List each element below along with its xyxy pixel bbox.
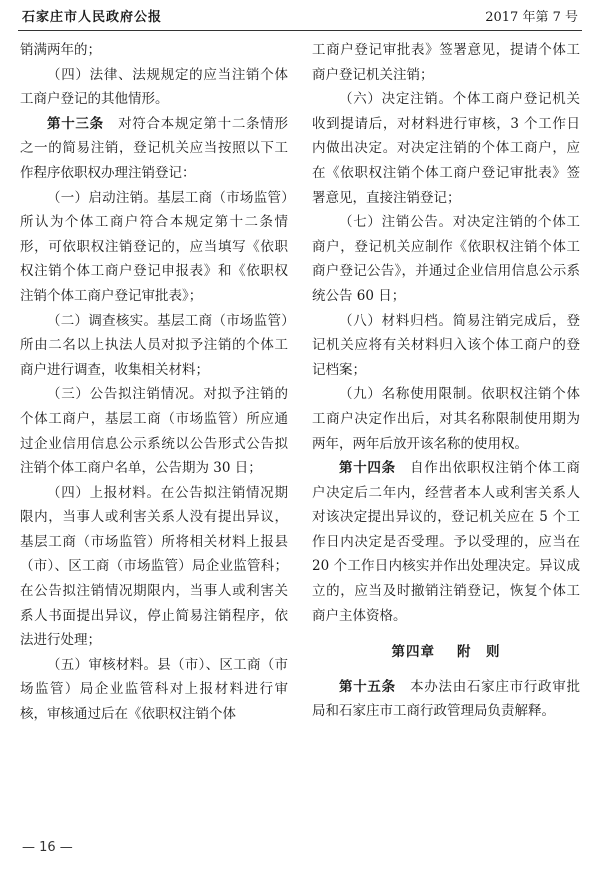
paragraph (20, 481, 288, 653)
chapter-title: 附 则 (457, 644, 501, 661)
left-column (20, 38, 288, 727)
article-number: 第十五条 (339, 678, 396, 695)
article-paragraph (20, 112, 288, 186)
paragraph-text: （三）公告拟注销情况。对拟予注销的个体工商户，基层工商（市场监管）所应通过企业信用信息公示系统以公告形式公告拟注销个体工商户名单，公告期为 30 日； (20, 386, 288, 477)
paragraph-text: 自作出依职权注销个体工商户决定后二年内，经营者本人或利害关系人对该决定提出异议的，登记机关应在 5 个工作日内决定是否受理。予以受理的，应当在 20 个工作日内核实并作出处理决定。异议成立的，应当及时撤销注销登记，恢复个体工商户主体资格。 (312, 460, 580, 624)
paragraph-text: 本办法由石家庄市行政审批局和石家庄市工商行政管理局负责解释。 (312, 678, 580, 720)
chapter-heading (312, 640, 580, 665)
paragraph (20, 653, 288, 727)
paragraph-text: （二）调查核实。基层工商（市场监管）所由二名以上执法人员对拟予注销的个体工商户进行调查，收集相关材料； (20, 312, 288, 378)
paragraph-text: 对符合本规定第十二条情形之一的简易注销，登记机关应当按照以下工作程序依职权办理注销登记： (20, 115, 288, 181)
paragraph (20, 382, 288, 480)
article-paragraph (312, 675, 580, 724)
page-header (18, 8, 582, 31)
paragraph-text: 销满两年的； (20, 42, 101, 58)
paragraph (312, 309, 580, 383)
issue-number: 2017 年第 7 号 (485, 10, 578, 25)
page-number: — 16 — (22, 840, 73, 855)
paragraph-text: 工商户登记审批表》签署意见，提请个体工商户登记机关注销； (312, 42, 580, 83)
paragraph-text: （四）上报材料。在公告拟注销情况期限内，当事人或利害关系人没有提出异议，基层工商（市场监管）所将相关材料上报县（市）、区工商（市场监管）局企业监管科；在公告拟注销情况期限内，当事人或利害关系人书面提出异议，停止简易注销程序，依法进行处理； (20, 484, 288, 649)
paragraph-text: （四）法律、法规规定的应当注销个体工商户登记的其他情形。 (20, 66, 288, 108)
paragraph-text: （一）启动注销。基层工商（市场监管）所认为个体工商户符合本规定第十二条情形，可依职权注销登记的，应当填写《依职权注销个体工商户登记申报表》和《依职权注销个体工商户登记审批表》； (20, 189, 288, 304)
chapter-number: 第四章 (391, 644, 435, 661)
publication-title: 石家庄市人民政府公报 (22, 10, 163, 25)
article-number: 第十三条 (47, 115, 104, 132)
right-column (312, 38, 580, 724)
paragraph (20, 38, 288, 63)
article-number: 第十四条 (339, 460, 396, 477)
paragraph-text: （六）决定注销。个体工商户登记机关收到提请后，对材料进行审核，3 个工作日内做出决定。对决定注销的个体工商户，应在《依职权注销个体工商户登记审批表》签署意见，直接注销登记； (312, 91, 580, 206)
paragraph (312, 382, 580, 456)
paragraph-text: （七）注销公告。对决定注销的个体工商户，登记机关应制作《依职权注销个体工商户登记公告》，并通过企业信用信息公示系统公告 60 日； (312, 214, 580, 304)
paragraph-text: （五）审核材料。县（市）、区工商（市场监管）局企业监管科对上报材料进行审核，审核通过后在《依职权注销个体 (20, 656, 288, 723)
paragraph-text: （八）材料归档。简易注销完成后，登记机关应将有关材料归入该个体工商户的登记档案； (312, 312, 580, 378)
paragraph (312, 210, 580, 308)
paragraph (20, 309, 288, 383)
article-paragraph (312, 456, 580, 628)
paragraph (20, 63, 288, 112)
paragraph (312, 87, 580, 210)
paragraph-text: （九）名称使用限制。依职权注销个体工商户决定作出后，对其名称限制使用期为两年，两年后放开该名称的使用权。 (312, 386, 580, 452)
paragraph (20, 186, 288, 309)
paragraph (312, 38, 580, 87)
